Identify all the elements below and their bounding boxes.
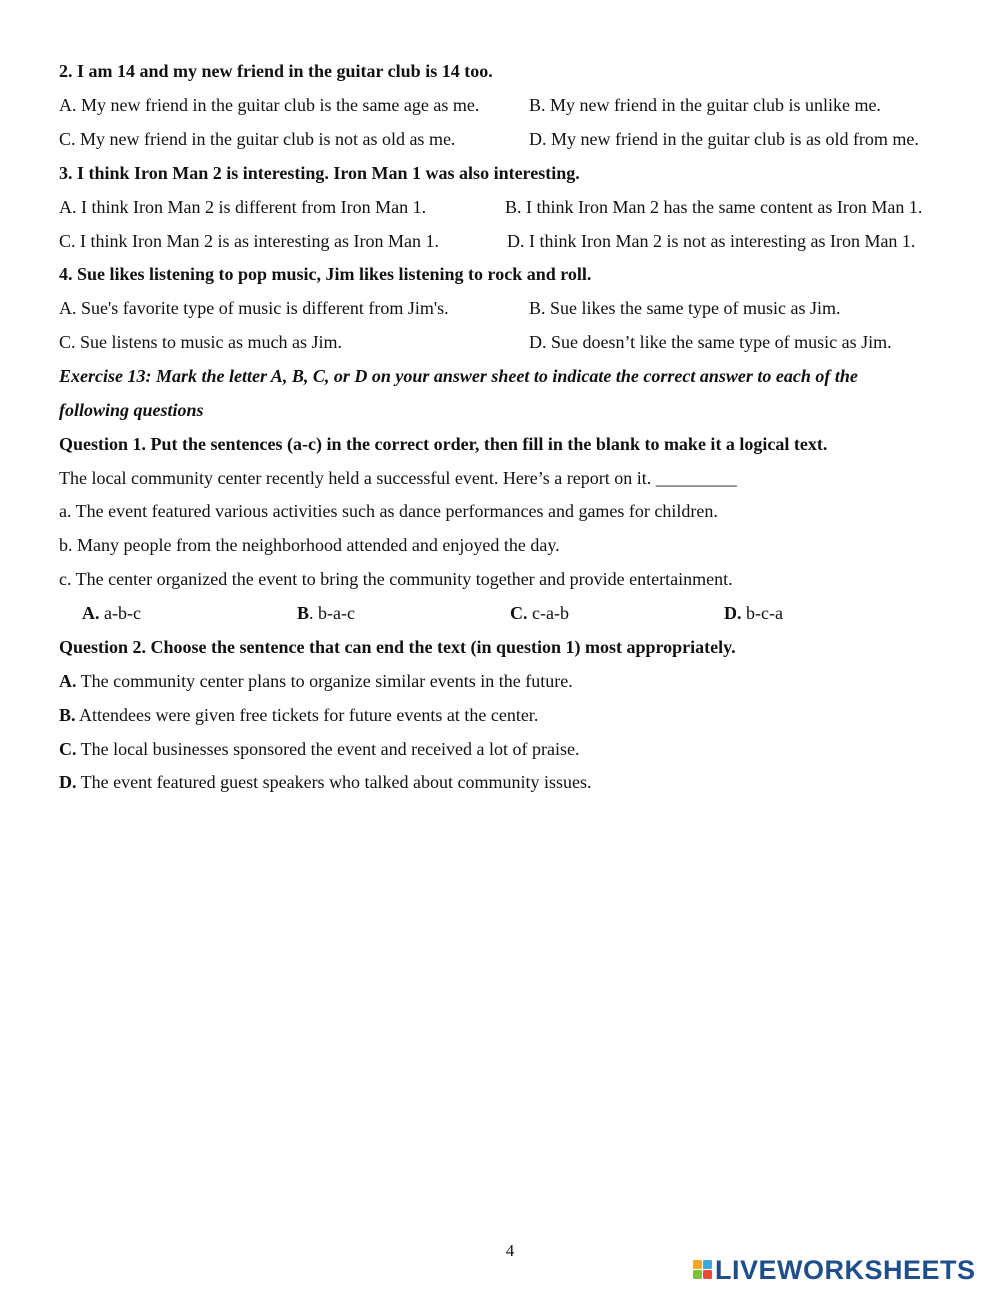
option-text: The community center plans to organize similar events in the future. xyxy=(76,671,573,691)
question-2-title: 2. I am 14 and my new friend in the guitar club is 14 too. xyxy=(59,61,493,81)
question-2-option-c: C. My new friend in the guitar club is not as old as me. xyxy=(59,129,456,149)
ex13-question-2-option-d xyxy=(59,771,592,793)
question-3-option-d: D. I think Iron Man 2 is not as interesting as Iron Man 1. xyxy=(507,231,916,251)
liveworksheets-brand[interactable] xyxy=(693,1255,976,1285)
ex13-question-2-option-b xyxy=(59,704,538,726)
question-3-option-a: A. I think Iron Man 2 is different from Iron Man 1. xyxy=(59,197,427,217)
question-3-option-b: B. I think Iron Man 2 has the same content as Iron Man 1. xyxy=(505,197,923,217)
option-letter: A. xyxy=(59,671,77,691)
option-letter: B xyxy=(297,603,310,623)
ex13-question-1-option-a xyxy=(82,602,141,624)
question-4-option-a: A. Sue's favorite type of music is different from Jim's. xyxy=(59,298,449,318)
ex13-question-2-title: Question 2. Choose the sentence that can end the text (in question 1) most appropriately. xyxy=(59,637,736,657)
ex13-question-1-sentence-c: c. The center organized the event to bring the community together and provide entertainment. xyxy=(59,569,733,589)
option-letter: A. xyxy=(82,603,100,623)
option-text: The local businesses sponsored the event and received a lot of praise. xyxy=(76,739,580,759)
liveworksheets-wordmark: LIVEWORKSHEETS xyxy=(715,1254,976,1285)
option-text: c-a-b xyxy=(527,603,569,623)
ex13-question-1-sentence-b: b. Many people from the neighborhood attended and enjoyed the day. xyxy=(59,535,560,555)
ex13-question-1-option-c xyxy=(510,602,569,624)
ex13-question-1-intro: The local community center recently held a successful event. Here’s a report on it. _________ xyxy=(59,468,737,488)
question-2-option-d: D. My new friend in the guitar club is as old from me. xyxy=(529,129,919,149)
exercise-13-heading: Exercise 13: Mark the letter A, B, C, or D on your answer sheet to indicate the correct answer to each of the xyxy=(59,366,858,386)
option-text: Attendees were given free tickets for future events at the center. xyxy=(75,705,539,725)
option-letter: D. xyxy=(724,603,742,623)
question-2-option-b: B. My new friend in the guitar club is unlike me. xyxy=(529,95,881,115)
question-4-option-c: C. Sue listens to music as much as Jim. xyxy=(59,332,342,352)
option-letter: C. xyxy=(510,603,528,623)
question-4-title: 4. Sue likes listening to pop music, Jim likes listening to rock and roll. xyxy=(59,264,592,284)
question-4-option-b: B. Sue likes the same type of music as Jim. xyxy=(529,298,841,318)
option-letter: D. xyxy=(59,772,77,792)
page-number: 4 xyxy=(505,1241,515,1260)
exercise-13-heading-continued: following questions xyxy=(59,400,204,420)
ex13-question-2-option-a xyxy=(59,670,573,692)
option-text: . b-a-c xyxy=(309,603,355,623)
liveworksheets-logo-icon xyxy=(693,1259,713,1281)
ex13-question-1-option-b xyxy=(297,602,355,624)
option-text: a-b-c xyxy=(99,603,141,623)
ex13-question-1-option-d xyxy=(724,602,783,624)
ex13-question-2-option-c xyxy=(59,738,580,760)
option-text: b-c-a xyxy=(741,603,783,623)
ex13-question-1-sentence-a: a. The event featured various activities such as dance performances and games for children. xyxy=(59,501,718,521)
question-3-option-c: C. I think Iron Man 2 is as interesting as Iron Man 1. xyxy=(59,231,439,251)
option-letter: B. xyxy=(59,705,76,725)
question-2-option-a: A. My new friend in the guitar club is the same age as me. xyxy=(59,95,480,115)
ex13-question-1-title: Question 1. Put the sentences (a-c) in the correct order, then fill in the blank to make it a logical text. xyxy=(59,434,828,454)
option-text: The event featured guest speakers who talked about community issues. xyxy=(76,772,592,792)
question-4-option-d: D. Sue doesn’t like the same type of music as Jim. xyxy=(529,332,892,352)
question-3-title: 3. I think Iron Man 2 is interesting. Iron Man 1 was also interesting. xyxy=(59,163,580,183)
option-letter: C. xyxy=(59,739,77,759)
